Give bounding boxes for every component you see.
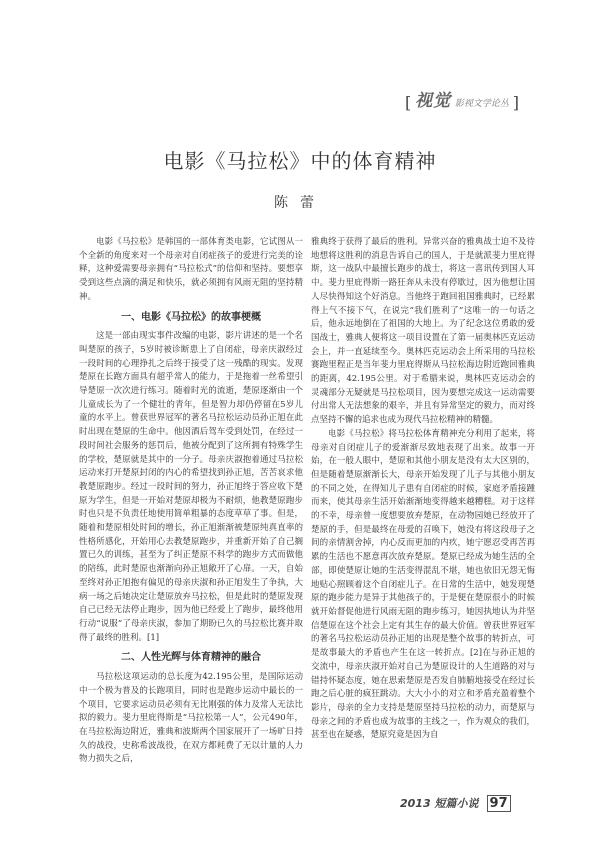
section-heading-1: 一、电影《马拉松》的故事梗概 xyxy=(121,311,261,323)
page-footer xyxy=(400,792,540,812)
header-tag-main: 视觉 xyxy=(415,91,452,111)
column-header xyxy=(405,86,545,112)
right-bracket-glyph: ] xyxy=(512,93,519,112)
right-paragraph-2: 电影《马拉松》将马拉松体育精神充分利用了起来，将母亲对自闭症儿子的爱渐渐尽致地表现了出来。故事一开始，在一般人眼中，楚原和其他小朋友是没有太大区别的，但是随着楚原渐渐长大，母亲开始发现了儿子与其他小朋友的不同之处，在得知儿子患有自闭症的时候，家庭矛盾接踵而来，使其母亲生活开始渐渐地变得越来越糟糕。对于这样的不幸，母亲曾一度想要放弃楚原，在动物园她已经放开了楚原的手，但是最终在母爱的召唤下，她没有将这段母子之间的亲情割舍掉，内心反而更加的内疚，她宁愿忍受再苦再累的生活也不愿意再次放弃楚原。楚原已经成为她生活的全部，即使楚原让她的生活变得混乱不堪，她也依旧无怨无悔地贴心照顾着这个自闭症儿子。在日常的生活中，她发现楚原的跑步能力是异于其他孩子的，于是便在楚原很小的时候就开始督促他进行风雨无阻的跑步练习，她因执地认为并坚信楚原在这个社会上定有其生存的最大价值。曾获世界冠军的著名马拉松运动员孙正旭的出现是整个故事的转折点，可是故事最大的矛盾也产生在这一转折点。[2]在与孙正旭的交流中，母亲庆淑开始对自己为楚原设计的人生道路的对与错持怀疑态度，她在思索楚原是否发自肺腑地接受在经过长跑之后心脏的疯狂跳动。大大小小的对立和矛盾充盈着整个影片，母亲的全力支持是楚原坚持马拉松的动力，而楚原与母亲之间的矛盾也成为故事的主线之一，作为观众的我们，甚至也在疑惑，楚原究竟是因为自 xyxy=(311,428,535,741)
header-tag-sub: 影视文学论丛 xyxy=(454,99,509,109)
section-heading-2: 二、人性光辉与体育精神的融合 xyxy=(121,652,261,664)
page-number: 97 xyxy=(487,795,511,812)
section1-paragraph: 这是一部由现实事件改编的电影，影片讲述的是一个名叫楚原的孩子，5岁时被诊断患上了自闭症，母亲庆淑经过一段时间的心理挣扎之后终于接受了这一残酷的现实。发现楚原在长跑方面具有超乎常人的能力，于是拖着一丝希望引导楚原一次次进行练习。随着时光的流逝，楚原逐渐由一个儿童成长为了一个健壮的青年，但是智力却仍停留在5岁儿童的水平上。曾获世界冠军的著名马拉松运动员孙正旭在此时出现在楚原的生命中。他因酒后驾车受到处罚，在经过一段时间社会服务的惩罚后，他被分配到了这所拥有特殊学生的学校，楚原就是其中的一分子。母亲庆淑抱着通过马拉松运动来打开楚原封闭的内心的希望找到孙正旭，苦苦哀求他教楚原跑步。经过一段时间的努力，孙正旭终于答应收下楚原为学生，但是一开始对楚原却极为不耐烦，他教楚原跑步时也只是不负责任地使用简单粗暴的态度草草了事。但是，随着和楚原相处时间的增长，孙正旭渐渐被楚原纯真直率的性格所感化，开始用心去教楚原跑步，并重新开始了自己搁置已久的训练，甚至为了纠正楚原不科学的跑步方式而做他的陪练，此时楚原也渐渐向孙正旭敞开了心扉。一天，自始至终对孙正旭抱有偏见的母亲庆淑和孙正旭发生了争执，大病一场之后她决定让楚原放弃马拉松，但是此时的楚原发现自己已经无法停止跑步，因为他已经爱上了跑步，最终他用行动“说服”了母亲庆淑，参加了期盼已久的马拉松比赛并取得了最终的胜利。[1] xyxy=(79,331,303,643)
left-column xyxy=(79,236,303,767)
section2-paragraph: 马拉松这项运动的总长度为42.195公里，是国际运动中一个极为普及的长跑项目，同时也是跑步运动中最长的一个项目，它要求运动员必须有无比刚强的体力及常人无法比拟的毅力。斐力里庇得斯是“马拉松第一人”，公元490年，在马拉松海边附近，雅典和波斯两个国家展开了一场旷日持久的战役，史称希波战役，在双方都耗费了无以计量的人力物力损失之后， xyxy=(79,672,303,765)
article-author: 陈蕾 xyxy=(274,195,326,211)
footer-label: 2013 短篇小说 xyxy=(400,797,479,810)
right-column xyxy=(311,236,535,743)
left-bracket-glyph: [ xyxy=(405,93,412,112)
article-title: 电影《马拉松》中的体育精神 xyxy=(163,149,437,173)
intro-paragraph: 电影《马拉松》是韩国的一部体育类电影，它试图从一个全新的角度来对一个母亲对自闭症孩子的爱进行完美的诠释，这种爱需要母亲拥有“马拉松式”的信仰和坚持。要想享受到这些点滴的满足和快乐，就必须拥有风雨无阻的坚持精神。 xyxy=(79,237,303,302)
right-paragraph-1: 雅典终于获得了最后的胜利。异常兴奋的雅典战士迫不及待地想将这胜利的消息告诉自己的国人，于是就派斐力里庇得斯，这一战队中最擅长跑步的战士，将这一喜讯传到国人耳中。斐力里庇得斯一路狂奔从未没有停歇过，因为他想让国人尽快得知这个好消息。当他终于跑回祖国雅典时，已经累得上气不接下气，在说完“我们胜利了”这唯一的一句话之后，他永远地倒在了祖国的大地上。为了纪念这位勇敢的爱国战士，雅典人便将这一项目设置在了第一届奥林匹克运动会上，并一直延续至今。奥林匹克运动会上所采用的马拉松赛跑里程正是当年斐力里庇得斯从马拉松海边附近跑回雅典的距离，42.195公里。对于希腊来说，奥林匹克运动会的灵魂部分无疑就是马拉松项目，因为要想完成这一运动需要付出常人无法想象的艰辛，并且有异常坚定的毅力，而对终点坚持不懈的追求也成为现代马拉松精神的精髓。 xyxy=(311,237,535,426)
